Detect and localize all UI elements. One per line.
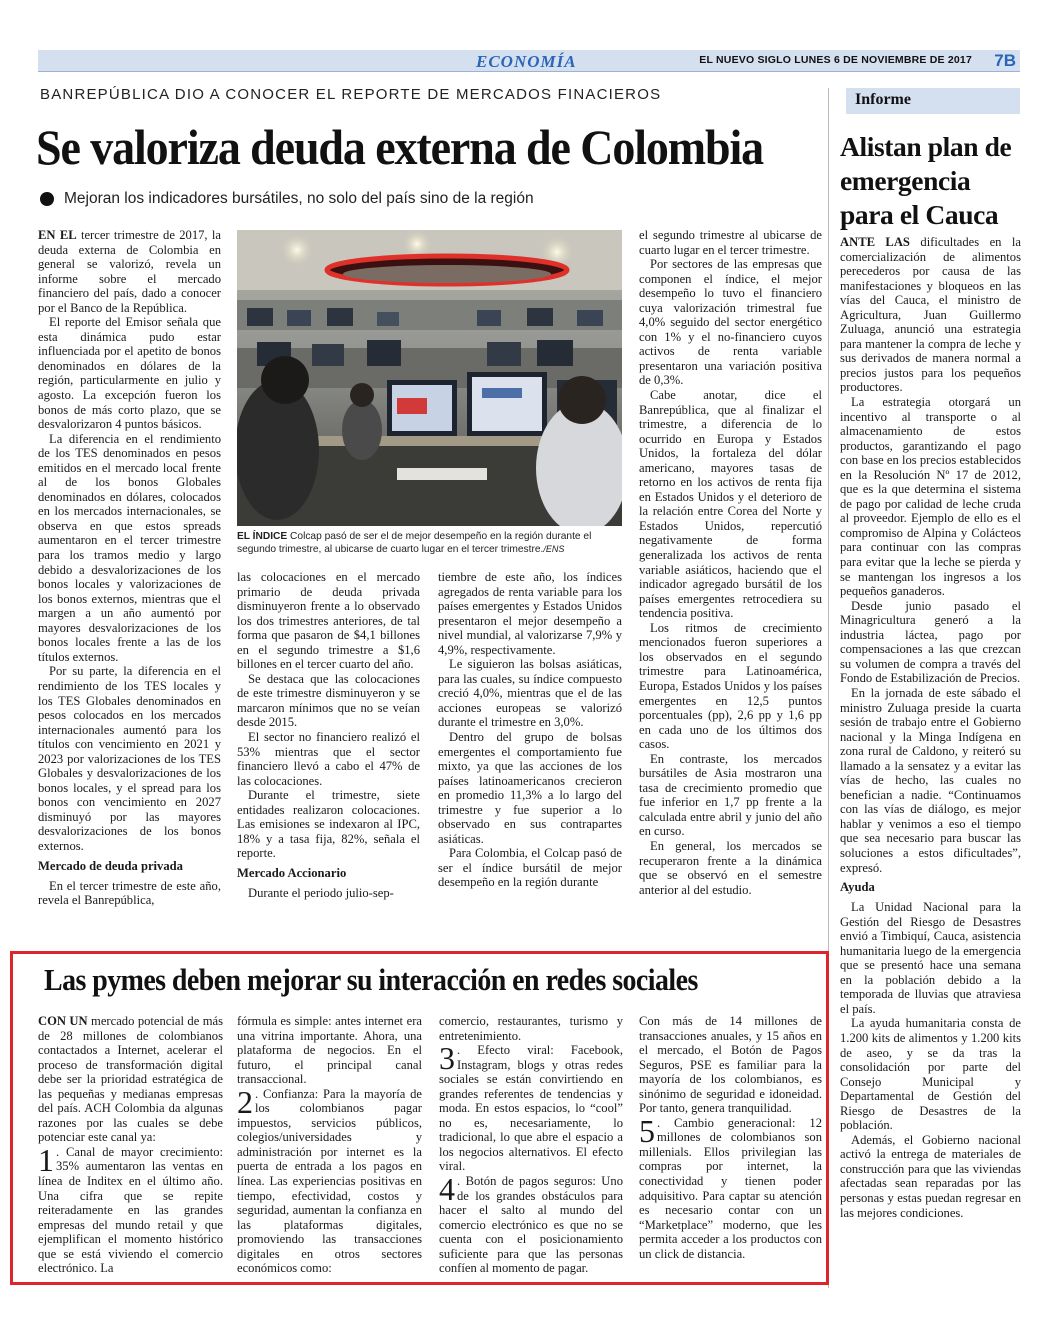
list-item: 3 . Efecto viral: Facebook, Instagram, blogs y otras redes sociales se están convirtiendo en grandes referentes de tendencias y moda. En estos espacios, lo “cool” no es, necesariamente, lo tradicional, lo que abre el espacio a los negocios alternativos. El efecto viral. [439, 1040, 623, 1174]
subheading: Ayuda [840, 880, 875, 895]
paragraph: Se destaca que las colocaciones de este trimestre disminuyeron y se marcaron mínimos que no se veían desde 2015. [237, 671, 420, 730]
paper-date: EL NUEVO SIGLO LUNES 6 DE NOVIEMBRE DE 2017 [699, 54, 972, 66]
list-item: 1 . Canal de mayor crecimiento: 35% aumentaron las ventas en línea de Inditex en el último año. Una cifra que se repite reiteradamente en las grandes empresas del mundo retail y que ejemplifican el momento histórico que se está viviendo el comercio electrónico. La [38, 1141, 223, 1276]
item-number: 5 [639, 1112, 655, 1149]
paragraph: La estrategia otorgará un incentivo al transporte o al almacenamiento de estos productos, garantizando el pago con base en los precios establecidos en la Resolución Nº 17 de 2012, que es la que determina el sistema de pago por calidad de leche cruda al proveedor. Ejemplo de ello es el compromiso de Alpina y Colácteos para continuar con las compras para evitar que la leche se pierda y se mantengan los ingresos a los pequeños ganaderos. [840, 395, 1021, 599]
paragraph: comercio, restaurantes, turismo y entretenimiento. [439, 1014, 623, 1043]
lead-in: ANTE LAS [840, 235, 910, 249]
paragraph: En contraste, los mercados bursátiles de Asia mostraron una tasa de crecimiento promedio que fue inferior en 1,7 pp frente a la calculada entre abril y junio del año en curso. [639, 751, 822, 839]
trading-floor-photo [237, 230, 622, 526]
pymes-headline: Las pymes deben mejorar su interacción en redes sociales [44, 962, 698, 997]
sidebar-tag: Informe [846, 88, 1020, 114]
article-column-2 [237, 570, 420, 900]
photo-caption [237, 530, 622, 556]
paragraph: El reporte del Emisor señala que esta dinámica pudo estar influenciada por el apetito de bonos denominados en dólares de la región, particularmente en julio y agosto. La excepción fueron los bonos de más corto plazo, que se desvalorizaron 4 puntos básicos. [38, 315, 221, 432]
paragraph: Cabe anotar, dice el Banrepública, que al finalizar el trimestre, a diferencia de lo ocurrido en Europa y Estados Unidos, la fortaleza del dólar americano, mayores tasas de retorno en los activos de renta fija en Estados Unidos y el deterioro de la relación entre Corea del Norte y Estados Unidos, repercutió negativamente de forma generalizada los activos de renta variable asiáticos, haciendo que el indicador agregado bursátil de los países emergentes retrocediera su tendencia positiva. [639, 388, 822, 621]
paragraph: Dentro del grupo de bolsas emergentes el comportamiento fue mixto, ya que las acciones de los países latinoamericanos crecieron en promedio 11,3% a lo largo del trimestre y fue superior a lo observado en sus contrapartes asiáticas. [438, 730, 622, 846]
paragraph: Para Colombia, el Colcap pasó de ser el índice bursátil de mejor desempeño en la región durante [438, 846, 622, 890]
paragraph: Desde junio pasado el Minagricultura generó a la industria láctea, pago por compensaciones a las que crezcan su volumen de compra a través del Fondo de Estabilización de Precios. [840, 598, 1021, 686]
bullet-icon [40, 192, 54, 206]
sidebar-headline: Alistan plan de emergencia para el Cauca [840, 131, 1012, 230]
sidebar-article [840, 235, 1021, 1220]
paragraph: fórmula es simple: antes internet era una vitrina importante. Ahora, una plataforma de negocios. En el futuro, el principal canal transaccional. [237, 1014, 422, 1087]
item-number: 4 [439, 1171, 455, 1208]
caption-text: Colcap pasó de ser el de mejor desempeño en la región durante el segundo trimestre, al ubicarse de cuarto lugar en el tercer trimestre. [237, 531, 592, 555]
caption-label: EL ÍNDICE [237, 531, 288, 542]
paragraph: Durante el trimestre, siete entidades realizaron colocaciones. Las emisiones se indexaron al IPC, 18% y a tasa fija, 82%, señala el reporte. [237, 788, 420, 861]
paragraph: CON UN mercado potencial de más de 28 millones de colombianos contactados a Internet, acelerar el proceso de transformación digital debe ser la prioridad estratégica de las pequeñas y medianas empresas del país. ACH Colombia da algunas razones por las cuales se debe potenciar este canal ya: [38, 1014, 223, 1145]
pymes-column-2 [237, 1014, 422, 1276]
paragraph: EN EL tercer trimestre de 2017, la deuda externa de Colombia en general se valorizó, revela un informe sobre el mercado financiero del país, dado a conocer por el Banco de la República. [38, 228, 221, 315]
headline: Se valoriza deuda externa de Colombia [36, 119, 764, 175]
list-item: 4 . Botón de pagos seguros: Uno de los grandes obstáculos para hacer el salto al mundo del comercio electrónico es que no se cuenta con el posicionamiento suficiente para que las personas confíen al momento de pagar. [439, 1171, 623, 1276]
lead-in: CON UN [38, 1014, 88, 1028]
item-number: 2 [237, 1083, 253, 1120]
subtitle: Mejoran los indicadores bursátiles, no solo del país sino de la región [64, 190, 534, 207]
section-header-bar [38, 50, 1020, 72]
paragraph: Por su parte, la diferencia en el rendimiento de los TES locales y los TES Globales denominados en pesos colocados en los mercados internacionales aumentó para los títulos con vencimiento en 2021 y 2023 por valorizaciones de los TES Globales y desvalorizaciones de los bonos locales, y el spread para los bonos con vencimiento en 2027 disminuyó por las mayores desvalorizaciones de los bonos externos. [38, 664, 221, 853]
article-column-1 [38, 228, 221, 908]
paragraph: Con más de 14 millones de transacciones anuales, y 15 años en el mercado, el Botón de Pagos Seguros, PSE es familiar para la mayoría de los colombianos, es sinónimo de seguridad e idoneidad. Por tanto, genera tranquilidad. [639, 1014, 822, 1116]
pymes-column-4 [639, 1014, 822, 1261]
kicker: BANREPÚBLICA DIO A CONOCER EL REPORTE DE MERCADOS FINACIEROS [40, 86, 662, 103]
paragraph: las colocaciones en el mercado primario de deuda privada disminuyeron frente a lo observado los dos trimestres anteriores, de tal forma que pasaron de $4,1 billones en el segundo trimestre a $1,6 billones en el tercer cuarto del año. [237, 570, 420, 672]
article-column-4 [639, 228, 822, 897]
subheading: Mercado Accionario [237, 865, 347, 880]
item-number: 3 [439, 1040, 455, 1077]
page-number: 7B [994, 51, 1016, 70]
article-column-3 [438, 570, 622, 890]
paragraph: Los ritmos de crecimiento mencionados fueron superiores a los observados en el segundo trimestre para Latinoamérica, Europa, Estados Unidos y los países emergentes en 12,5 puntos porcentuales (pp), 2,6 pp y 1,6 pp en cada uno de los últimos dos casos. [639, 620, 822, 752]
pymes-column-3 [439, 1014, 623, 1276]
section-name: ECONOMÍA [476, 52, 577, 71]
paragraph: tiembre de este año, los índices agregados de renta variable para los países emergentes y Estados Unidos presentaron el mejor desempeño a nivel mundial, al valorizarse 7,9% y 4,9%, respectivamente. [438, 570, 622, 657]
paragraph: En la jornada de este sábado el ministro Zuluaga preside la cuarta sesión de trabajo entre el Gobierno nacional y la Minga Indígena en zona rural de Caldono, y reiteró su llamado a la sensatez y a evitar las vías de hecho, las cuales no benefician a nadie. “Continuamos con las vías de diálogo, es mejor hablar y venimos a eso el tiempo que sea necesario para buscar las soluciones a estos dificultades”, expresó. [840, 685, 1021, 875]
paragraph: La diferencia en el rendimiento de los TES denominados en pesos emitidos en el mercado local frente al de los bonos Globales denominados en dólares, colocados en los mercados internacionales, se observa en que estos spreads aumentaron en el tercer trimestre para los tramos medio y largo debido a desvalorizaciones de los bonos locales y valorizaciones de los bonos externos, mientras que el margen a un año aumentó por mayores desvalorizaciones de los bonos locales frente a las de los títulos externos. [38, 431, 221, 664]
subheading: Mercado de deuda privada [38, 858, 183, 873]
pymes-column-1 [38, 1014, 223, 1276]
paragraph: ANTE LAS dificultades en la comercialización de alimentos perecederos por causa de las manifestaciones y bloqueos en las vías del Cauca, el ministro de Agricultura, Juan Guillermo Zuluaga, anunció una estrategia para mantener la compra de leche y sus derivados de manera normal a precios justos para los pequeños productores. [840, 235, 1021, 395]
paragraph: La Unidad Nacional para la Gestión del Riesgo de Desastres envió a Timbiquí, Cauca, asistencia humanitaria luego de la emergencia que se presentó hace una semana en la población debido a la temporada de lluvias que atraviesa el país. [840, 900, 1021, 1016]
item-number: 1 [38, 1141, 54, 1178]
photo-credit: /ENS [543, 544, 565, 554]
paragraph: La ayuda humanitaria consta de 1.200 kits de alimentos y 1.200 kits de aseo, y se da tras la consolidación por parte del Consejo Municipal y Departamental de Gestión del Riesgo de Desastres de la población. [840, 1016, 1021, 1133]
paragraph: Le siguieron las bolsas asiáticas, para las cuales, su índice compuesto creció 4,0%, mientras que el de las acciones europeas se valorizó durante el trimestre en 3,0%. [438, 657, 622, 730]
paragraph: Además, el Gobierno nacional activó la entrega de materiales de construcción para que las viviendas afectadas sean reparadas por las personas y estas puedan regresar en las mejores condiciones. [840, 1132, 1021, 1220]
lead-in: EN EL [38, 228, 77, 242]
list-item: 2 . Confianza: Para la mayoría de los colombianos pagar impuestos, servicios públicos, colegios/universidades y administración por internet es la puerta de entrada a los pagos en línea. Las experiencias positivas en tiempo, efectividad, costos y seguridad, aumentan la confianza en las plataformas digitales, promoviendo las transacciones digitales en otros sectores económicos como: [237, 1083, 422, 1276]
paragraph: En general, los mercados se recuperaron frente a la dinámica que se observó en el semestre anterior al del estudio. [639, 838, 822, 897]
paragraph: el segundo trimestre al ubicarse de cuarto lugar en el tercer trimestre. [639, 228, 822, 257]
paragraph: Por sectores de las empresas que componen el índice, el mejor desempeño lo tuvo el financiero cuya valorización trimestral fue 4,0% seguido del sector energético con 1% y el no-financiero cuyos activos de renta variable presentaron una variación positiva de 0,3%. [639, 257, 822, 388]
paragraph: El sector no financiero realizó el 53% mientras que el sector financiero llevó a cabo el 47% de las colocaciones. [237, 730, 420, 788]
paragraph: En el tercer trimestre de este año, revela el Banrepública, [38, 878, 221, 908]
list-item: 5 . Cambio generacional: 12 millones de colombianos son millenials. Ellos privilegian las compras por internet, la conectividad y tienen poder adquisitivo. Para captar su atención es necesario contar con un “Marketplace” moderno, que les permita acceder a los productos con un click de distancia. [639, 1112, 822, 1261]
paragraph: Durante el periodo julio-sep- [248, 885, 394, 900]
